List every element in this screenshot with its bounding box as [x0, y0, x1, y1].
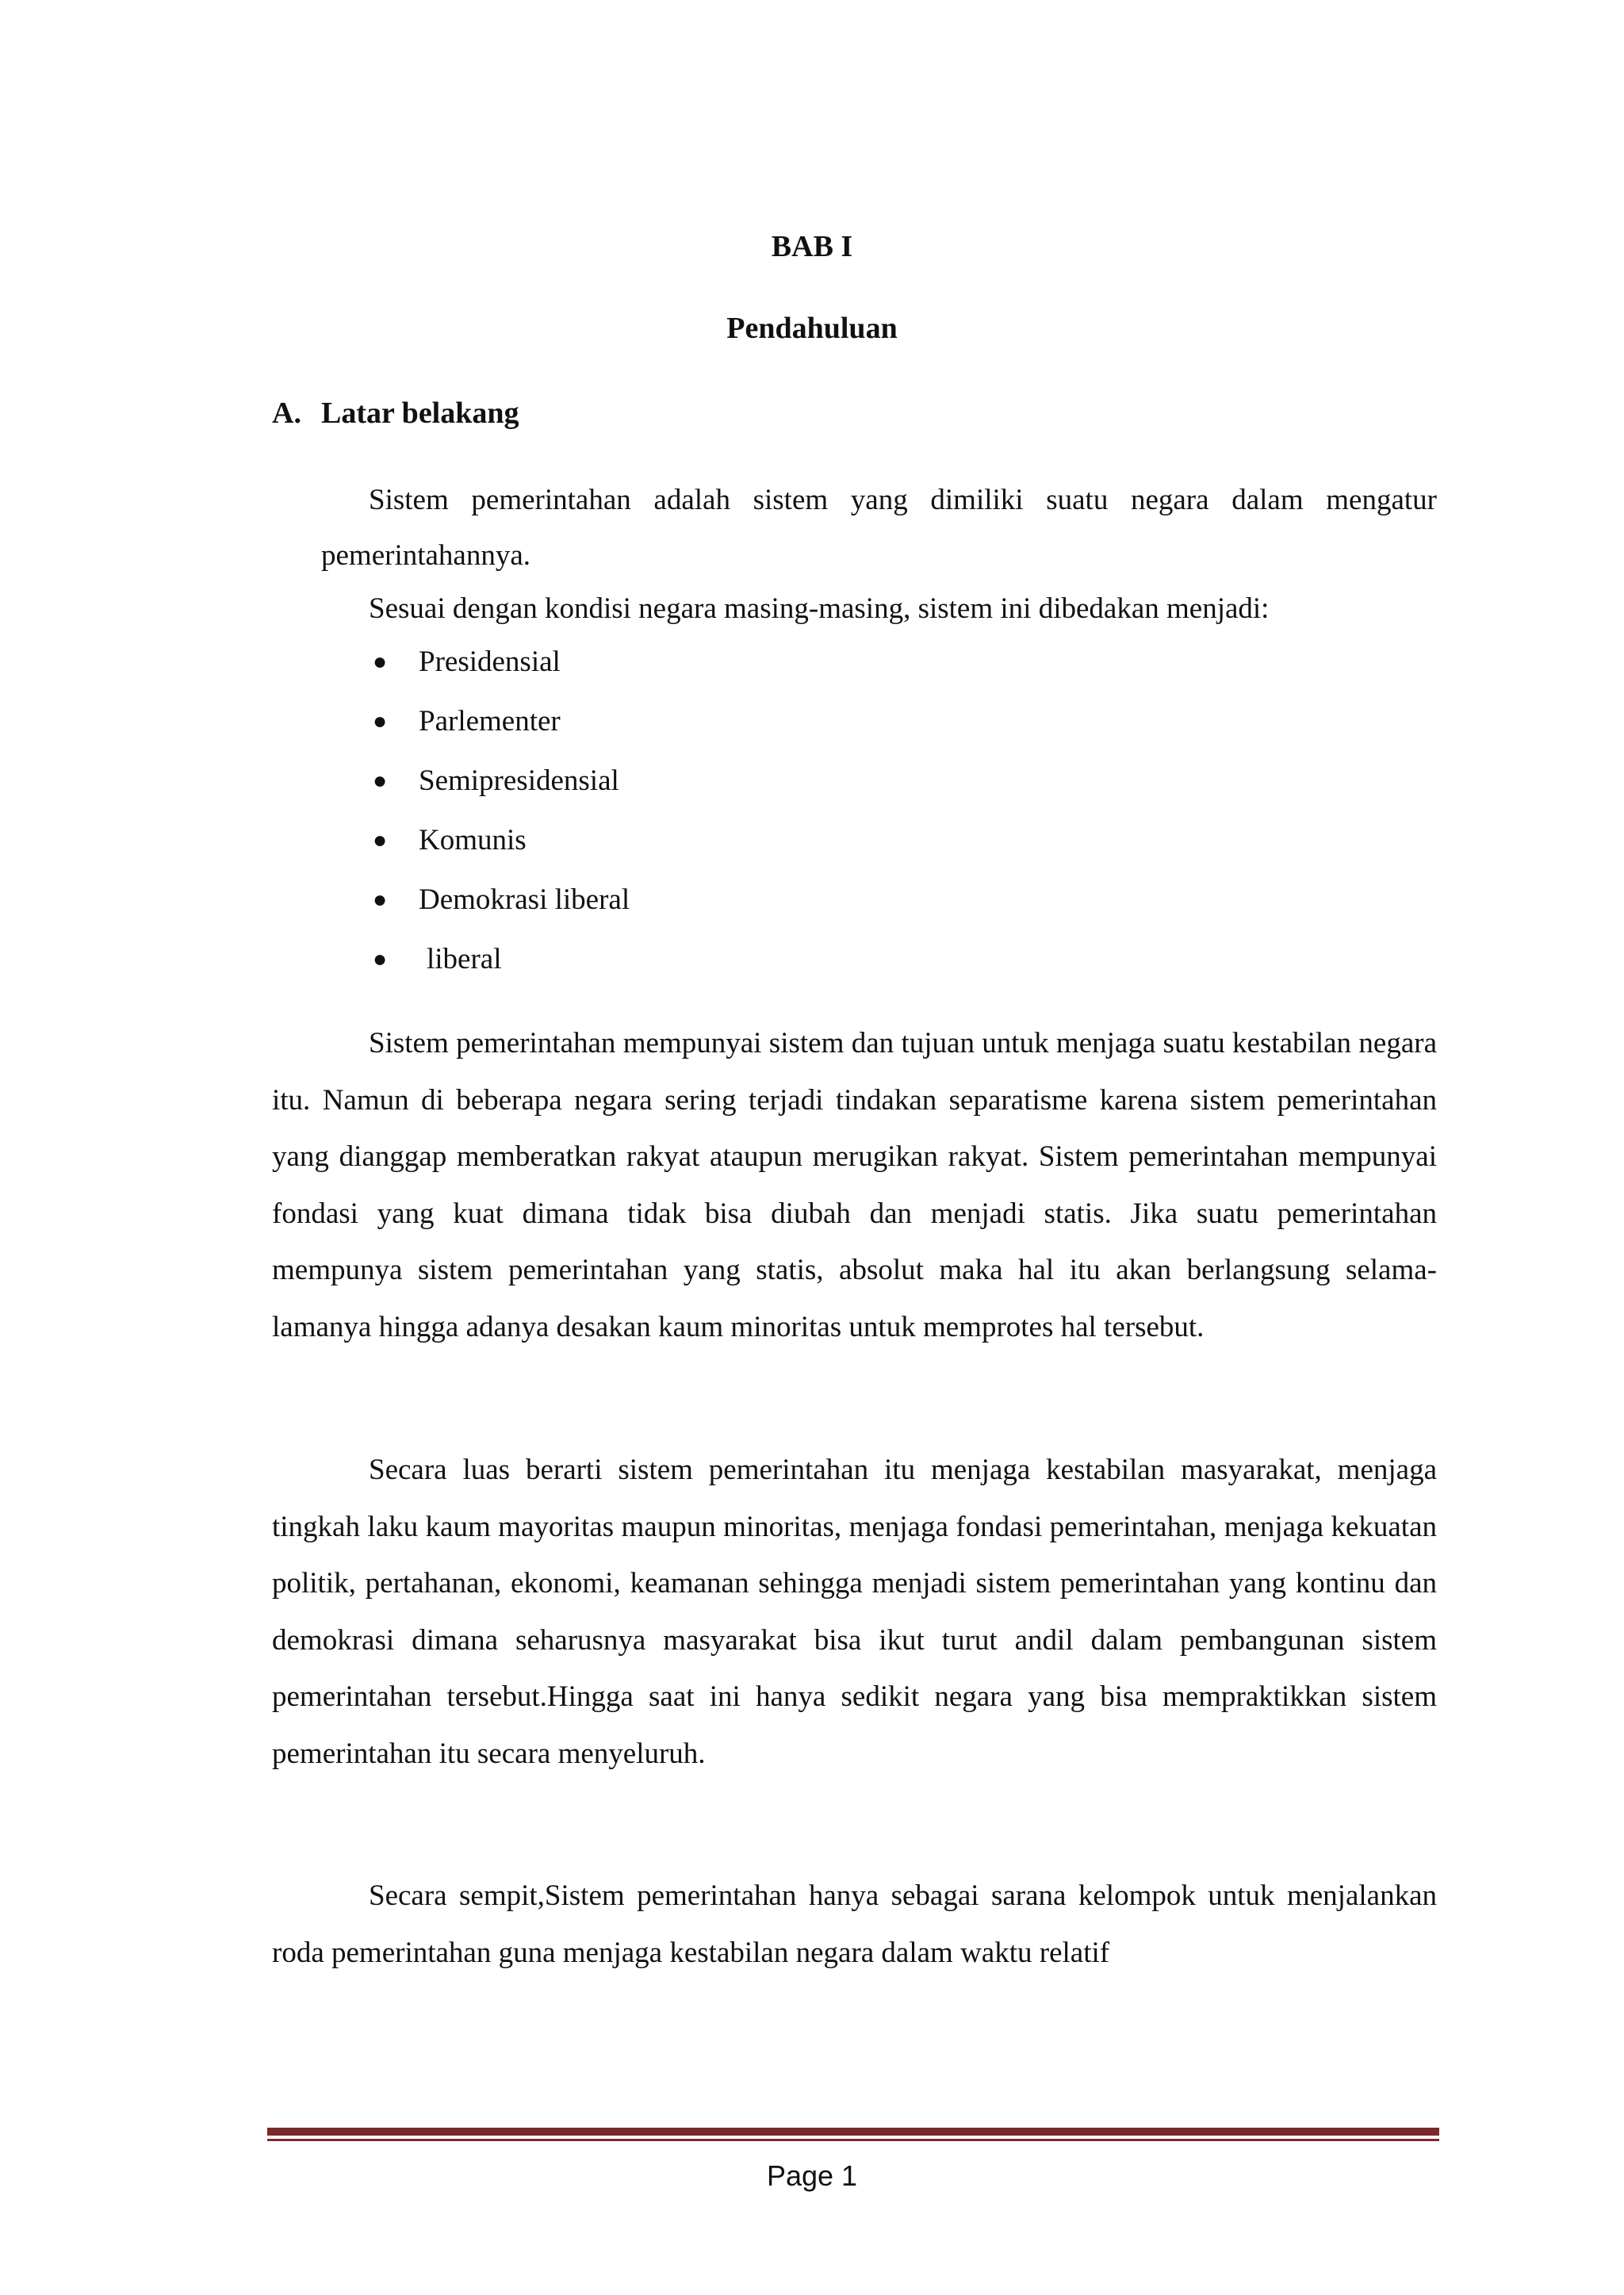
section-heading: [272, 394, 519, 432]
list-item: [369, 876, 630, 936]
chapter-title: Pendahuluan: [726, 312, 898, 345]
section-marker: A.: [272, 397, 301, 430]
bullet-icon: ●: [373, 708, 388, 734]
list-item: [369, 817, 630, 876]
bullet-icon: ●: [373, 768, 388, 794]
list-item: [369, 936, 630, 995]
bullet-icon: ●: [373, 649, 388, 675]
bullet-icon: ●: [373, 827, 388, 853]
list-item-label: Demokrasi liberal: [419, 883, 630, 916]
chapter-number: BAB I: [771, 230, 853, 263]
section-title: Latar belakang: [321, 397, 519, 430]
list-item-label: Parlementer: [419, 705, 561, 738]
list-item: [369, 698, 630, 757]
list-item-label: Semipresidensial: [419, 764, 619, 797]
intro-paragraph: Sistem pemerintahan adalah sistem yang dimiliki suatu negara dalam mengatur pemerintahannya.: [321, 484, 1437, 572]
system-type-list: [369, 638, 630, 995]
list-item: [369, 757, 630, 817]
list-item-label: liberal: [427, 943, 502, 975]
page-number: Page 1: [766, 2159, 858, 2192]
list-item-label: Komunis: [419, 824, 527, 856]
list-lead-paragraph: Sesuai dengan kondisi negara masing-masing, sistem ini dibedakan menjadi:: [369, 592, 1270, 625]
list-item: [369, 638, 630, 698]
body-paragraph: Secara sempit,Sistem pemerintahan hanya sebagai sarana kelompok untuk menjalankan roda pemerintahan guna menjaga kestabilan negara dalam waktu relatif: [272, 1879, 1437, 1969]
footer-rule-thick: [267, 2128, 1439, 2136]
list-item-label: Presidensial: [419, 646, 561, 678]
bullet-icon: ●: [373, 946, 388, 972]
body-paragraph: Sistem pemerintahan mempunyai sistem dan tujuan untuk menjaga suatu kestabilan negara itu. Namun di beberapa negara sering terjadi tindakan separatisme karena sistem pemerintahan yang dianggap memberatkan rakyat ataupun merugikan rakyat. Sistem pemerintahan mempunyai fondasi yang kuat dimana tidak bisa diubah dan menjadi statis. Jika suatu pemerintahan mempunya sistem pemerintahan yang statis, absolut maka hal itu akan berlangsung selama-lamanya hingga adanya desakan kaum minoritas untuk memprotes hal tersebut.: [272, 1027, 1437, 1343]
footer-rule-thin: [267, 2139, 1439, 2141]
body-paragraph: Secara luas berarti sistem pemerintahan itu menjaga kestabilan masyarakat, menjaga tingkah laku kaum mayoritas maupun minoritas, menjaga fondasi pemerintahan, menjaga kekuatan politik, pertahanan, ekonomi, keamanan sehingga menjadi sistem pemerintahan yang kontinu dan demokrasi dimana seharusnya masyarakat bisa ikut turut andil dalam pembangunan sistem pemerintahan tersebut.Hingga saat ini hanya sedikit negara yang bisa mempraktikkan sistem pemerintahan itu secara menyeluruh.: [272, 1454, 1437, 1770]
bullet-icon: ●: [373, 887, 388, 913]
